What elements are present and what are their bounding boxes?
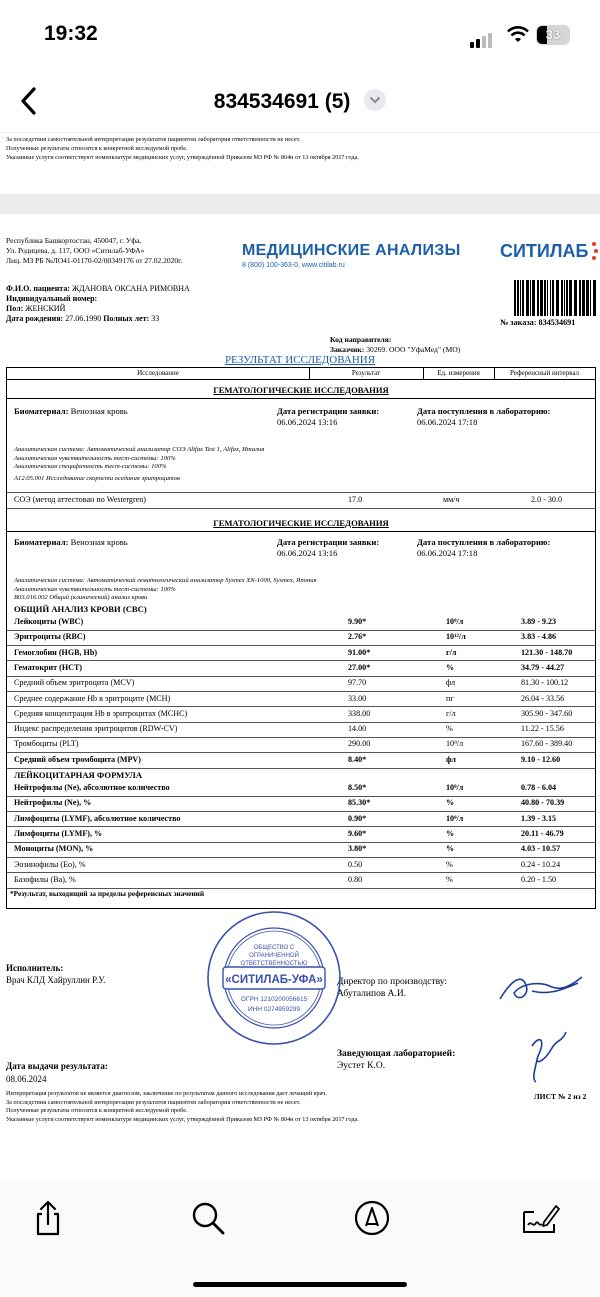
cell-unit: пг: [446, 693, 454, 703]
cell-unit: %: [446, 844, 455, 854]
brand-contacts: 8 (800) 100-363-0, www.citilab.ru: [242, 262, 345, 269]
cell-result: 85.30*: [348, 798, 371, 808]
barcode: [514, 280, 596, 318]
cell-result: 2.76*: [348, 632, 367, 642]
svg-text:ОТВЕТСТВЕННОСТЬЮ: ОТВЕТСТВЕННОСТЬЮ: [240, 961, 308, 967]
table-row: [7, 781, 595, 797]
cell-result: 9.60*: [348, 828, 367, 838]
cell-unit: фл: [446, 754, 456, 764]
section1-notes: Аналитическая система: Автоматический анализатор СОЭ Alifax Test 1, Alifax, Италия Аналитическая чувствительность тест-системы: 100% Аналитическая специфичность тест-системы: 100% A12.05.001 Исследование скорости оседания эритроцитов: [14, 446, 265, 482]
previous-page-footer: [0, 132, 600, 195]
cell-unit: %: [446, 859, 453, 869]
search-icon[interactable]: [188, 1198, 228, 1238]
cell-name: Лимфоциты (LYMF), %: [14, 828, 103, 838]
nav-bar: [0, 70, 600, 132]
cell-name: Гематокрит (HCT): [14, 662, 83, 672]
cell-name: Моноциты (MON), %: [14, 844, 94, 854]
svg-text:ОГРАНИЧЕННОЙ: ОГРАНИЧЕННОЙ: [249, 953, 299, 959]
col-header-unit: Ед. измерения: [423, 368, 495, 380]
battery-level: 33: [545, 27, 561, 42]
cell-ref: 3.83 - 4.86: [521, 632, 557, 642]
cell-ref: 121.30 - 148.70: [521, 647, 573, 657]
logo-dots-icon: [592, 240, 598, 264]
cell-unit: %: [446, 724, 453, 734]
director-signature: [492, 969, 587, 1009]
signature-icon[interactable]: [520, 1198, 560, 1238]
brand-title: МЕДИЦИНСКИЕ АНАЛИЗЫ: [242, 242, 461, 259]
referral-label: Код направителя:: [330, 335, 392, 344]
section2-arrival: Дата поступления в лабораторию: 06.06.2024 17:18: [417, 537, 551, 558]
customer-label: Заказчик:: [330, 344, 365, 354]
page-gap: [0, 194, 600, 214]
cell-ref: 0.20 - 1.50: [521, 874, 557, 884]
cell-ref: 3.89 - 9.23: [521, 617, 557, 626]
footnote: *Результат, выходящий за пределы референсных значений: [10, 889, 205, 898]
table-row: [7, 812, 595, 828]
cell-unit: %: [446, 828, 455, 838]
footer-line: Полученные результаты относятся к конкретной исследуемой пробе.: [6, 145, 188, 152]
page-footer: Интерпретация результатов не является диагнозом, заключение по результатам данного исследования дает лечащий врач. За последствия самостоятельной интерпретации результатов пациентом лаборатория ответственности не несет. Полученные результаты относятся к конкретной исследуемой пробе. Указанные услуги соответствуют номенклатуре медицинских услуг, утверждённой Приказом МЗ РФ № 804н от 13 октября 2017 года.: [6, 1090, 359, 1123]
cell-unit: 10⁹/л: [446, 617, 464, 626]
lab-head: Заведующая лабораторией: Эустет К.О.: [337, 1049, 456, 1071]
table-row: [7, 873, 595, 889]
executor: Исполнитель: Врач КЛД Хайруллин Р.У.: [6, 963, 106, 985]
cell-name: Средняя концентрация Hb в эритроцитах (MCHC): [14, 708, 188, 718]
table-row: [7, 753, 595, 769]
cell-result: 0.90*: [348, 813, 367, 823]
cell-name: Гемоглобин (HGB, Hb): [14, 647, 98, 657]
cell-result: 14.00: [348, 724, 367, 734]
home-indicator: [193, 1282, 407, 1287]
chevron-down-icon[interactable]: [364, 89, 386, 111]
section1-arrival: Дата поступления в лабораторию: 06.06.2024 17:18: [417, 406, 551, 427]
cell-name: Нейтрофилы (Ne), %: [14, 798, 92, 808]
cell-result: 9.90*: [348, 617, 367, 626]
footer-line: За последствия самостоятельной интерпретации результатов пациентом лаборатория ответственности не несет.: [6, 136, 301, 143]
cell-name: Эритроциты (RBC): [14, 632, 86, 642]
svg-text:ОГРН 1210200056615: ОГРН 1210200056615: [240, 996, 308, 1003]
cell-result: 0.80: [348, 874, 363, 884]
cell-ref: 305.90 - 347.60: [521, 708, 573, 718]
cell-name: Эозинофилы (Eo), %: [14, 859, 86, 869]
cell-ref: 9.10 - 12.60: [521, 754, 561, 764]
wifi-icon: [507, 26, 529, 44]
document-title[interactable]: [0, 90, 600, 114]
cell-result: 0.50: [348, 859, 363, 869]
col-header-test: Исследование: [7, 368, 310, 380]
cell-ref: 167.60 - 389.40: [521, 739, 573, 749]
cbc-title: ОБЩИЙ АНАЛИЗ КРОВИ (CBC): [14, 604, 147, 614]
cell-result: 8.50*: [348, 783, 367, 792]
sex-label: Пол:: [6, 304, 24, 313]
bottom-toolbar: [0, 1180, 600, 1297]
order-number: [500, 318, 575, 327]
dob-label: Дата рождения:: [6, 314, 64, 323]
status-time: 19:32: [44, 22, 98, 45]
cell-name: Средний объем эритроцита (MCV): [14, 678, 135, 688]
cell-unit: 10¹²/л: [446, 632, 466, 642]
cell-ref: 26.04 - 33.56: [521, 693, 565, 703]
table-row: [7, 842, 595, 858]
lab-address: [6, 236, 182, 266]
table-row: [7, 722, 595, 738]
cell-ref: 34.79 - 44.27: [521, 662, 565, 672]
table-row: [7, 661, 595, 677]
cell-ref: 11.22 - 15.56: [521, 724, 564, 734]
markup-icon[interactable]: [352, 1198, 392, 1238]
status-bar: [0, 0, 600, 70]
table-row: [7, 646, 595, 662]
cell-unit: %: [446, 874, 453, 884]
patient-info: [6, 284, 190, 324]
referral-info: [330, 335, 460, 354]
customer-value: 30269. ООО "УфаМед" (МО): [366, 344, 461, 354]
cell-unit: 10⁹/л: [446, 739, 464, 749]
table-row: [7, 796, 595, 812]
sheet-number: ЛИСТ № 2 из 2: [534, 1092, 587, 1101]
cell-result: 33.00: [348, 693, 367, 703]
cell-result: 91.00*: [348, 647, 371, 657]
patient-dob: 27.06.1990: [65, 314, 102, 323]
cell-name: Средний объем тромбоцита (MPV): [14, 754, 141, 764]
table-row: [7, 858, 595, 874]
col-header-result: Результат: [309, 368, 424, 380]
cell-result: 97.70: [348, 678, 367, 688]
cell-unit: 10⁹/л: [446, 813, 464, 823]
cell-unit: г/л: [446, 708, 456, 718]
section2-title: ГЕМАТОЛОГИЧЕСКИЕ ИССЛЕДОВАНИЯ: [213, 518, 389, 528]
cell-result: 3.80*: [348, 844, 367, 854]
address-line: Ул. Родицева, д. 117, ООО «Ситилаб-УФА»: [6, 246, 145, 255]
cell-unit: %: [446, 798, 455, 808]
director: Директор по производству: Абуталипов А.И.: [337, 977, 448, 999]
cell-result: 338.00: [348, 708, 371, 718]
cell-name: Индекс распределения эритроцитов (RDW-CV): [14, 724, 178, 734]
cell-ref: 81.30 - 100.12: [521, 678, 569, 688]
cell-ref: 0.78 - 6.04: [521, 783, 557, 792]
stamp-seal: [205, 909, 343, 1047]
id-label: Индивидуальный номер:: [6, 294, 98, 303]
section1-biomaterial: Биоматериал: Венозная кровь: [14, 406, 128, 416]
table-row-esr: СОЭ (метод аттестован по Westergren) 17.0 мм/ч 2.0 - 30.0: [7, 492, 595, 509]
cell-name: Тромбоциты (PLT): [14, 739, 79, 749]
age-label: Полных лет:: [103, 314, 150, 323]
table-row: [7, 615, 595, 631]
patient-sex: ЖЕНСКИЙ: [25, 304, 66, 313]
cell-name: Нейтрофилы (Ne), абсолютное количество: [14, 783, 170, 792]
cell-result: 290.00: [348, 739, 371, 749]
battery-icon: [536, 25, 570, 45]
section2-biomaterial: Биоматериал: Венозная кровь: [14, 537, 128, 547]
issue-date: Дата выдачи результата: 08.06.2024: [6, 1061, 108, 1084]
head-signature: [522, 1026, 574, 1084]
cellular-signal-icon: [470, 30, 494, 48]
table-row: [7, 676, 595, 692]
section1-registration: Дата регистрации заявки: 06.06.2024 13:16: [277, 406, 380, 427]
lab-report-page: [0, 214, 600, 1180]
cell-result: 27.00*: [348, 662, 371, 672]
cell-name: Среднее содержание Hb в эритроците (MCH): [14, 693, 171, 703]
col-header-ref: Референсный интервал: [494, 368, 595, 380]
cell-ref: 20.11 - 46.79: [521, 828, 564, 838]
address-line: Республика Башкортостан, 450047, г. Уфа,: [6, 236, 142, 245]
formula-title: ЛЕЙКОЦИТАРНАЯ ФОРМУЛА: [14, 770, 143, 780]
cell-ref: 40.80 - 70.39: [521, 798, 565, 808]
results-table: [6, 367, 596, 909]
section1-title: ГЕМАТОЛОГИЧЕСКИЕ ИССЛЕДОВАНИЯ: [213, 385, 389, 395]
cell-unit: %: [446, 662, 455, 672]
svg-text:ИНН 0274959299: ИНН 0274959299: [247, 1006, 301, 1013]
table-row: [7, 692, 595, 708]
order-value: 834534691: [538, 318, 576, 327]
table-row: [7, 827, 595, 843]
cell-name: Лейкоциты (WBC): [14, 617, 84, 626]
cell-ref: 1.39 - 3.15: [521, 813, 557, 823]
result-title: РЕЗУЛЬТАТ ИССЛЕДОВАНИЯ: [224, 354, 376, 366]
patient-age: 33: [151, 314, 160, 323]
brand-block: [242, 242, 461, 269]
cell-result: 8.40*: [348, 754, 367, 764]
order-label: № заказа:: [500, 318, 537, 327]
footer-line: Указанные услуги соответствуют номенклатуре медицинских услуг, утверждённой Приказом МЗ РФ № 804н от 13 октября 2017 года.: [6, 154, 359, 161]
document-title-text: 834534691 (5): [213, 90, 351, 113]
cell-ref: 4.03 - 10.57: [521, 844, 561, 854]
citilab-logo: СИТИЛАБ: [500, 241, 589, 261]
table-row: [7, 707, 595, 723]
cell-ref: 0.24 - 10.24: [521, 859, 561, 869]
cell-name: Базофилы (Ba), %: [14, 874, 76, 884]
share-icon[interactable]: [28, 1198, 68, 1238]
address-line: Лиц. МЗ РБ №ЛО41-01170-02/00349176 от 27.02.2020г.: [6, 256, 183, 265]
stamp-center-text: «СИТИЛАБ-УФА»: [225, 974, 323, 986]
cell-unit: 10⁹/л: [446, 783, 464, 792]
table-row: [7, 630, 595, 646]
cell-unit: фл: [446, 678, 456, 688]
fio-label: Ф.И.О. пациента:: [6, 284, 70, 293]
cell-unit: г/л: [446, 647, 457, 657]
section2-notes: Аналитическая система: Автоматический гематологический анализатор Sysmex XN-1000, Sysmex, Япония Аналитическая чувствительность тест-системы: 100% B03.016.002 Общий (клинический) анализ крови: [14, 577, 317, 601]
section2-registration: Дата регистрации заявки: 06.06.2024 13:16: [277, 537, 380, 558]
cell-name: Лимфоциты (LYMF), абсолютное количество: [14, 813, 181, 823]
table-row: [7, 737, 595, 753]
patient-name: ЖДАНОВА ОКСАНА РИМОВНА: [72, 284, 190, 293]
svg-text:ОБЩЕСТВО С: ОБЩЕСТВО С: [253, 945, 295, 951]
